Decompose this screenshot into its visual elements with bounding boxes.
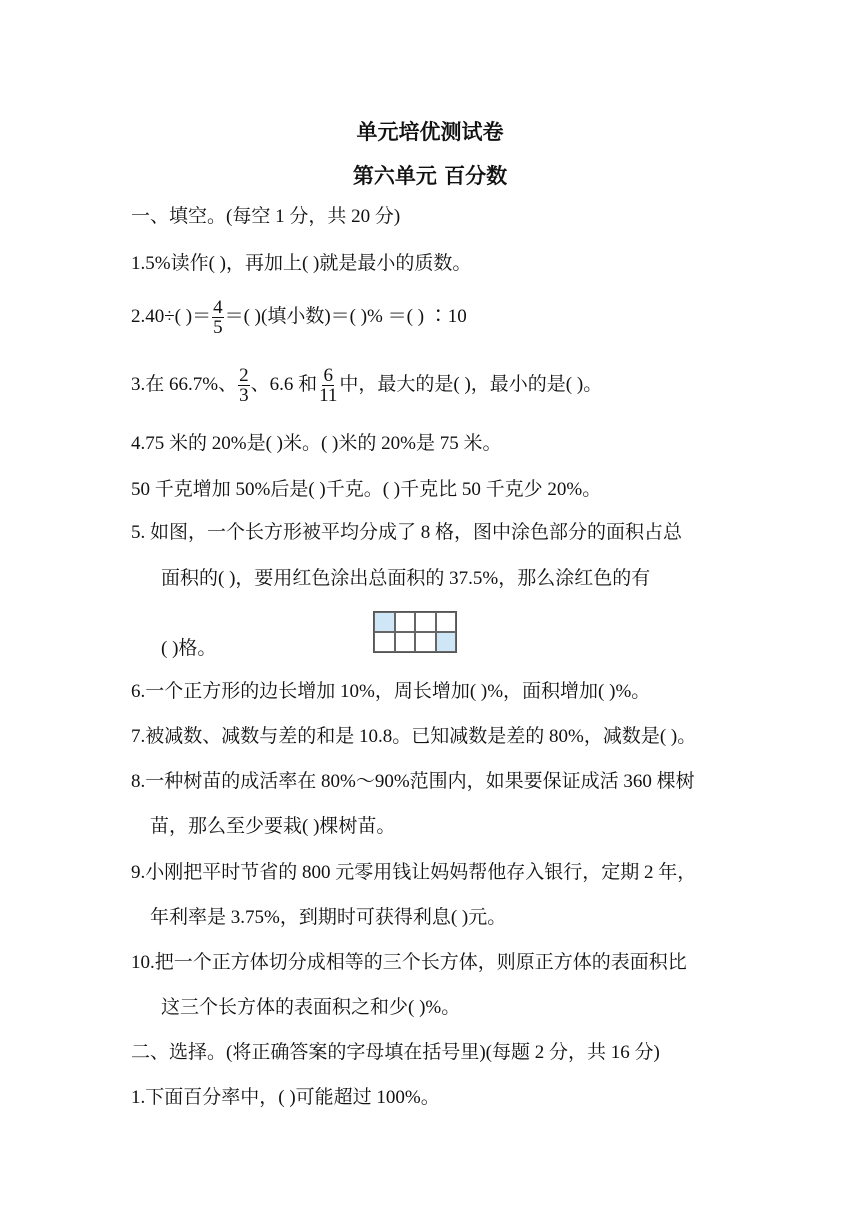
grid-cell [395,612,416,632]
question-8-line-1: 8.一种树苗的成活率在 80%～90%范围内，如果要保证成活 360 棵树 [131,771,695,792]
question-4-line-2: 50 千克增加 50%后是( )千克。( )千克比 50 千克少 20%。 [131,479,602,500]
fraction-6-11 [318,366,338,405]
question-10-line-1: 10.把一个正方体切分成相等的三个长方体，则原正方体的表面积比 [131,952,687,973]
question-3 [131,365,602,405]
question-5-line-3: ( )格。 [161,638,217,659]
question-10-line-2: 这三个长方体的表面积之和少( )%。 [161,997,461,1018]
fraction-numerator: 2 [239,365,249,387]
page-title: 单元培优测试卷 [356,120,504,144]
question-2-text-b: ＝( )(填小数)＝( )% ＝( ) ∶10 [224,306,467,327]
question-5-line-1: 5. 如图，一个长方形被平均分成了 8 格，图中涂色部分的面积占总 [131,522,683,543]
section2-heading: 二、选择。(将正确答案的字母填在括号里)(每题 2 分，共 16 分) [131,1042,660,1063]
question-1: 1.5%读作( )，再加上( )就是最小的质数。 [131,253,472,274]
fraction-denominator: 11 [319,385,338,407]
choice-question-1: 1.下面百分率中，( )可能超过 100%。 [131,1087,440,1108]
fraction-numerator: 4 [213,297,223,319]
question-4-line-1: 4.75 米的 20%是( )米。( )米的 20%是 75 米。 [131,433,502,454]
fraction-denominator: 5 [213,317,223,339]
page-subtitle: 第六单元 百分数 [352,164,508,188]
question-6: 6.一个正方形的边长增加 10%，周长增加( )%，面积增加( )%。 [131,681,651,702]
rectangle-grid-figure [373,611,457,653]
grid-cell [395,632,416,652]
section1-heading: 一、填空。(每空 1 分，共 20 分) [131,206,401,227]
grid-cell [374,612,395,632]
grid-cell [436,612,457,632]
fraction-denominator: 3 [239,385,249,407]
grid-cell [374,632,395,652]
grid-cell [415,612,436,632]
question-3-text-b: 、6.6 和 [250,374,318,395]
question-8-line-2: 苗，那么至少要栽( )棵树苗。 [150,816,396,837]
question-3-text-a: 3.在 66.7%、 [131,374,238,395]
question-2 [131,297,467,337]
question-9-line-1: 9.小刚把平时节省的 800 元零用钱让妈妈帮他存入银行，定期 2 年， [131,862,697,883]
question-2-text-a: 2.40÷( )＝ [131,306,212,327]
fraction-numerator: 6 [323,365,333,387]
question-9-line-2: 年利率是 3.75%，到期时可获得利息( )元。 [150,907,507,928]
question-5-line-2: 面积的( )，要用红色涂出总面积的 37.5%，那么涂红色的有 [161,568,651,589]
fraction-4-5 [212,298,224,337]
question-7: 7.被减数、减数与差的和是 10.8。已知减数是差的 80%，减数是( )。 [131,726,697,747]
grid-cell [436,632,457,652]
grid-cell [415,632,436,652]
question-3-text-c: 中，最大的是( )，最小的是( )。 [339,374,603,395]
fraction-2-3 [238,366,250,405]
